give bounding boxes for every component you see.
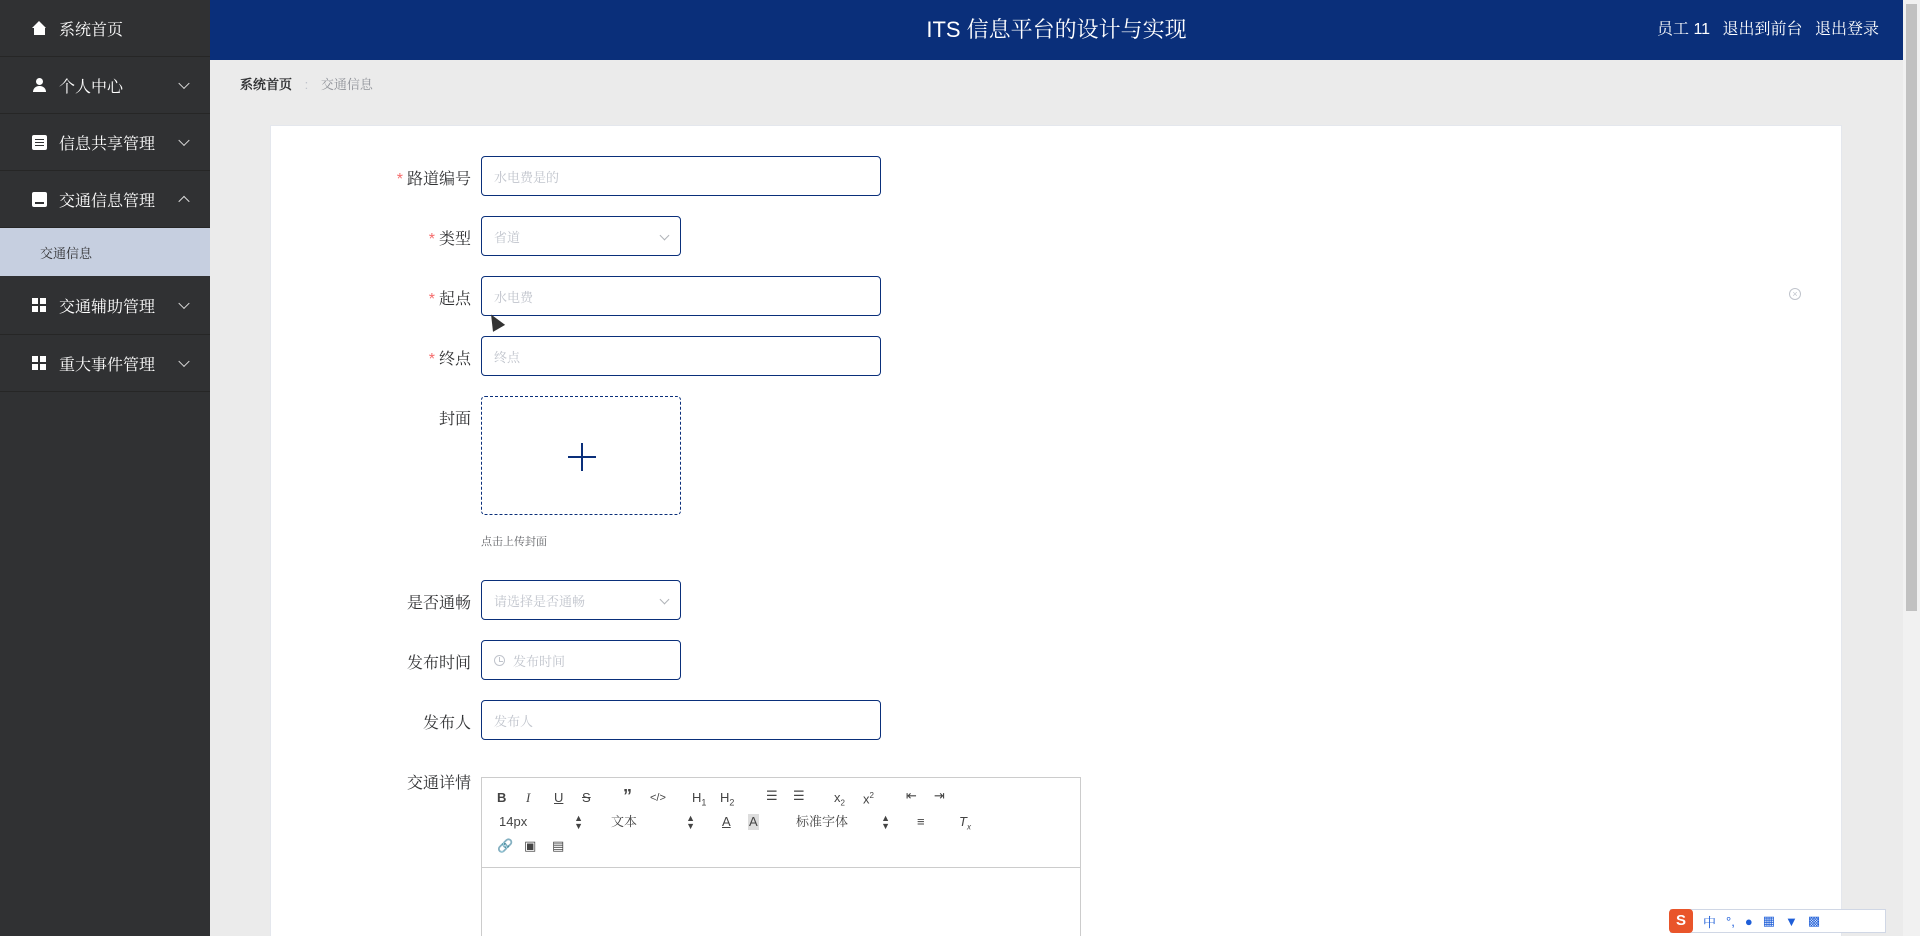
- font-size-select[interactable]: 14px ▲ ▼: [499, 813, 583, 831]
- sidebar-item-traffic-info-mgmt[interactable]: [0, 171, 210, 228]
- ordered-list-icon[interactable]: ☰: [766, 788, 778, 803]
- home-icon: [32, 21, 47, 36]
- sidebar-subitem-traffic-info[interactable]: [0, 228, 210, 276]
- chevron-up-icon: [178, 196, 189, 207]
- grid-icon: [32, 298, 47, 313]
- breadcrumb-separator: :: [304, 77, 309, 92]
- blockquote-icon[interactable]: ”: [623, 786, 632, 806]
- toolbox-icon[interactable]: ▩: [1807, 913, 1821, 928]
- tray-icon: [32, 192, 47, 207]
- sogou-logo-icon: S: [1669, 909, 1693, 933]
- grid-icon: [32, 356, 47, 371]
- clear-icon[interactable]: ×: [1789, 288, 1801, 300]
- clipboard-icon: [32, 135, 47, 150]
- chevron-down-icon: [178, 135, 189, 146]
- editor-toolbar: [482, 778, 1080, 868]
- sidebar-item-label: 交通辅助管理: [59, 298, 156, 316]
- sidebar: [0, 0, 210, 936]
- font-color-icon[interactable]: A: [722, 814, 731, 829]
- indent-icon[interactable]: ⇥: [934, 788, 945, 803]
- plus-icon-vertical: [581, 443, 583, 471]
- breadcrumb: [240, 74, 373, 93]
- publisher-label: 发布人: [422, 715, 471, 732]
- chevron-down-icon: [178, 298, 189, 309]
- sidebar-item-major-events[interactable]: [0, 335, 210, 392]
- sidebar-item-personal-center[interactable]: [0, 57, 210, 114]
- clear-format-icon[interactable]: $T_x$: [959, 814, 971, 832]
- breadcrumb-current: 交通信息: [320, 77, 373, 92]
- keyboard-icon[interactable]: ▦: [1762, 913, 1775, 928]
- bullet-list-icon[interactable]: ☰: [793, 788, 805, 803]
- align-icon[interactable]: ≡: [917, 814, 925, 829]
- top-header: [210, 0, 1903, 60]
- clock-icon: [494, 655, 505, 666]
- code-block-icon[interactable]: </>: [650, 792, 666, 804]
- end-input[interactable]: 终点: [481, 336, 881, 376]
- road-no-input[interactable]: 水电费是的: [481, 156, 881, 196]
- chevron-down-icon: [178, 356, 189, 367]
- video-icon[interactable]: ▤: [552, 838, 565, 853]
- cover-label: 封面: [438, 411, 471, 428]
- scrollbar-thumb[interactable]: [1906, 4, 1917, 611]
- superscript-icon[interactable]: $x^2$: [863, 791, 874, 807]
- header-1-icon[interactable]: $H_1$: [692, 790, 707, 808]
- road-no-label: * 路道编号: [396, 171, 471, 188]
- ime-toolbar[interactable]: [1670, 909, 1886, 933]
- editor-content-area[interactable]: [482, 868, 1080, 936]
- background-color-icon[interactable]: A: [749, 814, 758, 829]
- smooth-label: 是否通畅: [406, 595, 471, 612]
- start-label: * 起点: [428, 291, 471, 308]
- sidebar-item-info-sharing[interactable]: [0, 114, 210, 171]
- chevron-down-icon: [178, 78, 189, 89]
- cover-upload-button[interactable]: [481, 396, 681, 515]
- header-2-icon[interactable]: $H_2$: [720, 790, 735, 808]
- sidebar-item-traffic-assist[interactable]: [0, 276, 210, 335]
- skin-icon[interactable]: ▼: [1784, 913, 1798, 929]
- sidebar-item-label: 重大事件管理: [59, 356, 156, 374]
- chevron-down-icon: [660, 595, 670, 605]
- publish-time-picker[interactable]: 发布时间: [481, 640, 681, 680]
- italic-icon[interactable]: I: [526, 790, 531, 805]
- block-type-select[interactable]: 文本 ▲ ▼: [611, 813, 695, 831]
- font-family-select[interactable]: 标准字体 ▲ ▼: [796, 813, 890, 831]
- sidebar-item-home[interactable]: [0, 0, 210, 57]
- link-icon[interactable]: 🔗: [497, 838, 514, 853]
- sidebar-item-label: 个人中心: [59, 78, 124, 96]
- user-icon: [32, 78, 47, 93]
- page-scrollbar[interactable]: [1903, 0, 1920, 936]
- header-user-area: [1649, 0, 1879, 60]
- strikethrough-icon[interactable]: S: [582, 790, 591, 805]
- start-input[interactable]: 水电费: [481, 276, 881, 316]
- bold-icon[interactable]: B: [497, 790, 507, 805]
- rich-text-editor[interactable]: [481, 777, 1081, 936]
- microphone-icon[interactable]: ●: [1744, 913, 1753, 929]
- chevron-down-icon: [660, 231, 670, 241]
- end-label: * 终点: [428, 351, 471, 368]
- underline-icon[interactable]: U: [554, 790, 564, 805]
- smooth-select[interactable]: 请选择是否通畅: [481, 580, 681, 620]
- logout-link[interactable]: 退出登录: [1814, 21, 1879, 38]
- publish-time-label: 发布时间: [406, 655, 471, 672]
- sidebar-item-label: 信息共享管理: [59, 135, 156, 153]
- sidebar-subitem-label: 交通信息: [40, 245, 93, 261]
- publisher-input[interactable]: 发布人: [481, 700, 881, 740]
- type-select[interactable]: 省道: [481, 216, 681, 256]
- image-icon[interactable]: ▣: [524, 838, 537, 853]
- breadcrumb-home[interactable]: 系统首页: [240, 77, 293, 92]
- user-name: 员工 11: [1657, 21, 1711, 38]
- detail-label: 交通详情: [406, 775, 471, 792]
- exit-to-front-link[interactable]: 退出到前台: [1722, 21, 1803, 38]
- cover-upload-hint: 点击上传封面: [481, 536, 547, 548]
- sidebar-item-label: 系统首页: [59, 21, 124, 39]
- page-title: ITS 信息平台的设计与实现: [926, 17, 1187, 42]
- subscript-icon[interactable]: $x_2$: [834, 790, 845, 808]
- punctuation-icon[interactable]: °,: [1726, 913, 1735, 929]
- sidebar-item-label: 交通信息管理: [59, 192, 156, 210]
- ime-language[interactable]: 中: [1703, 914, 1717, 930]
- type-label: * 类型: [428, 231, 471, 248]
- outdent-icon[interactable]: ⇤: [906, 788, 917, 803]
